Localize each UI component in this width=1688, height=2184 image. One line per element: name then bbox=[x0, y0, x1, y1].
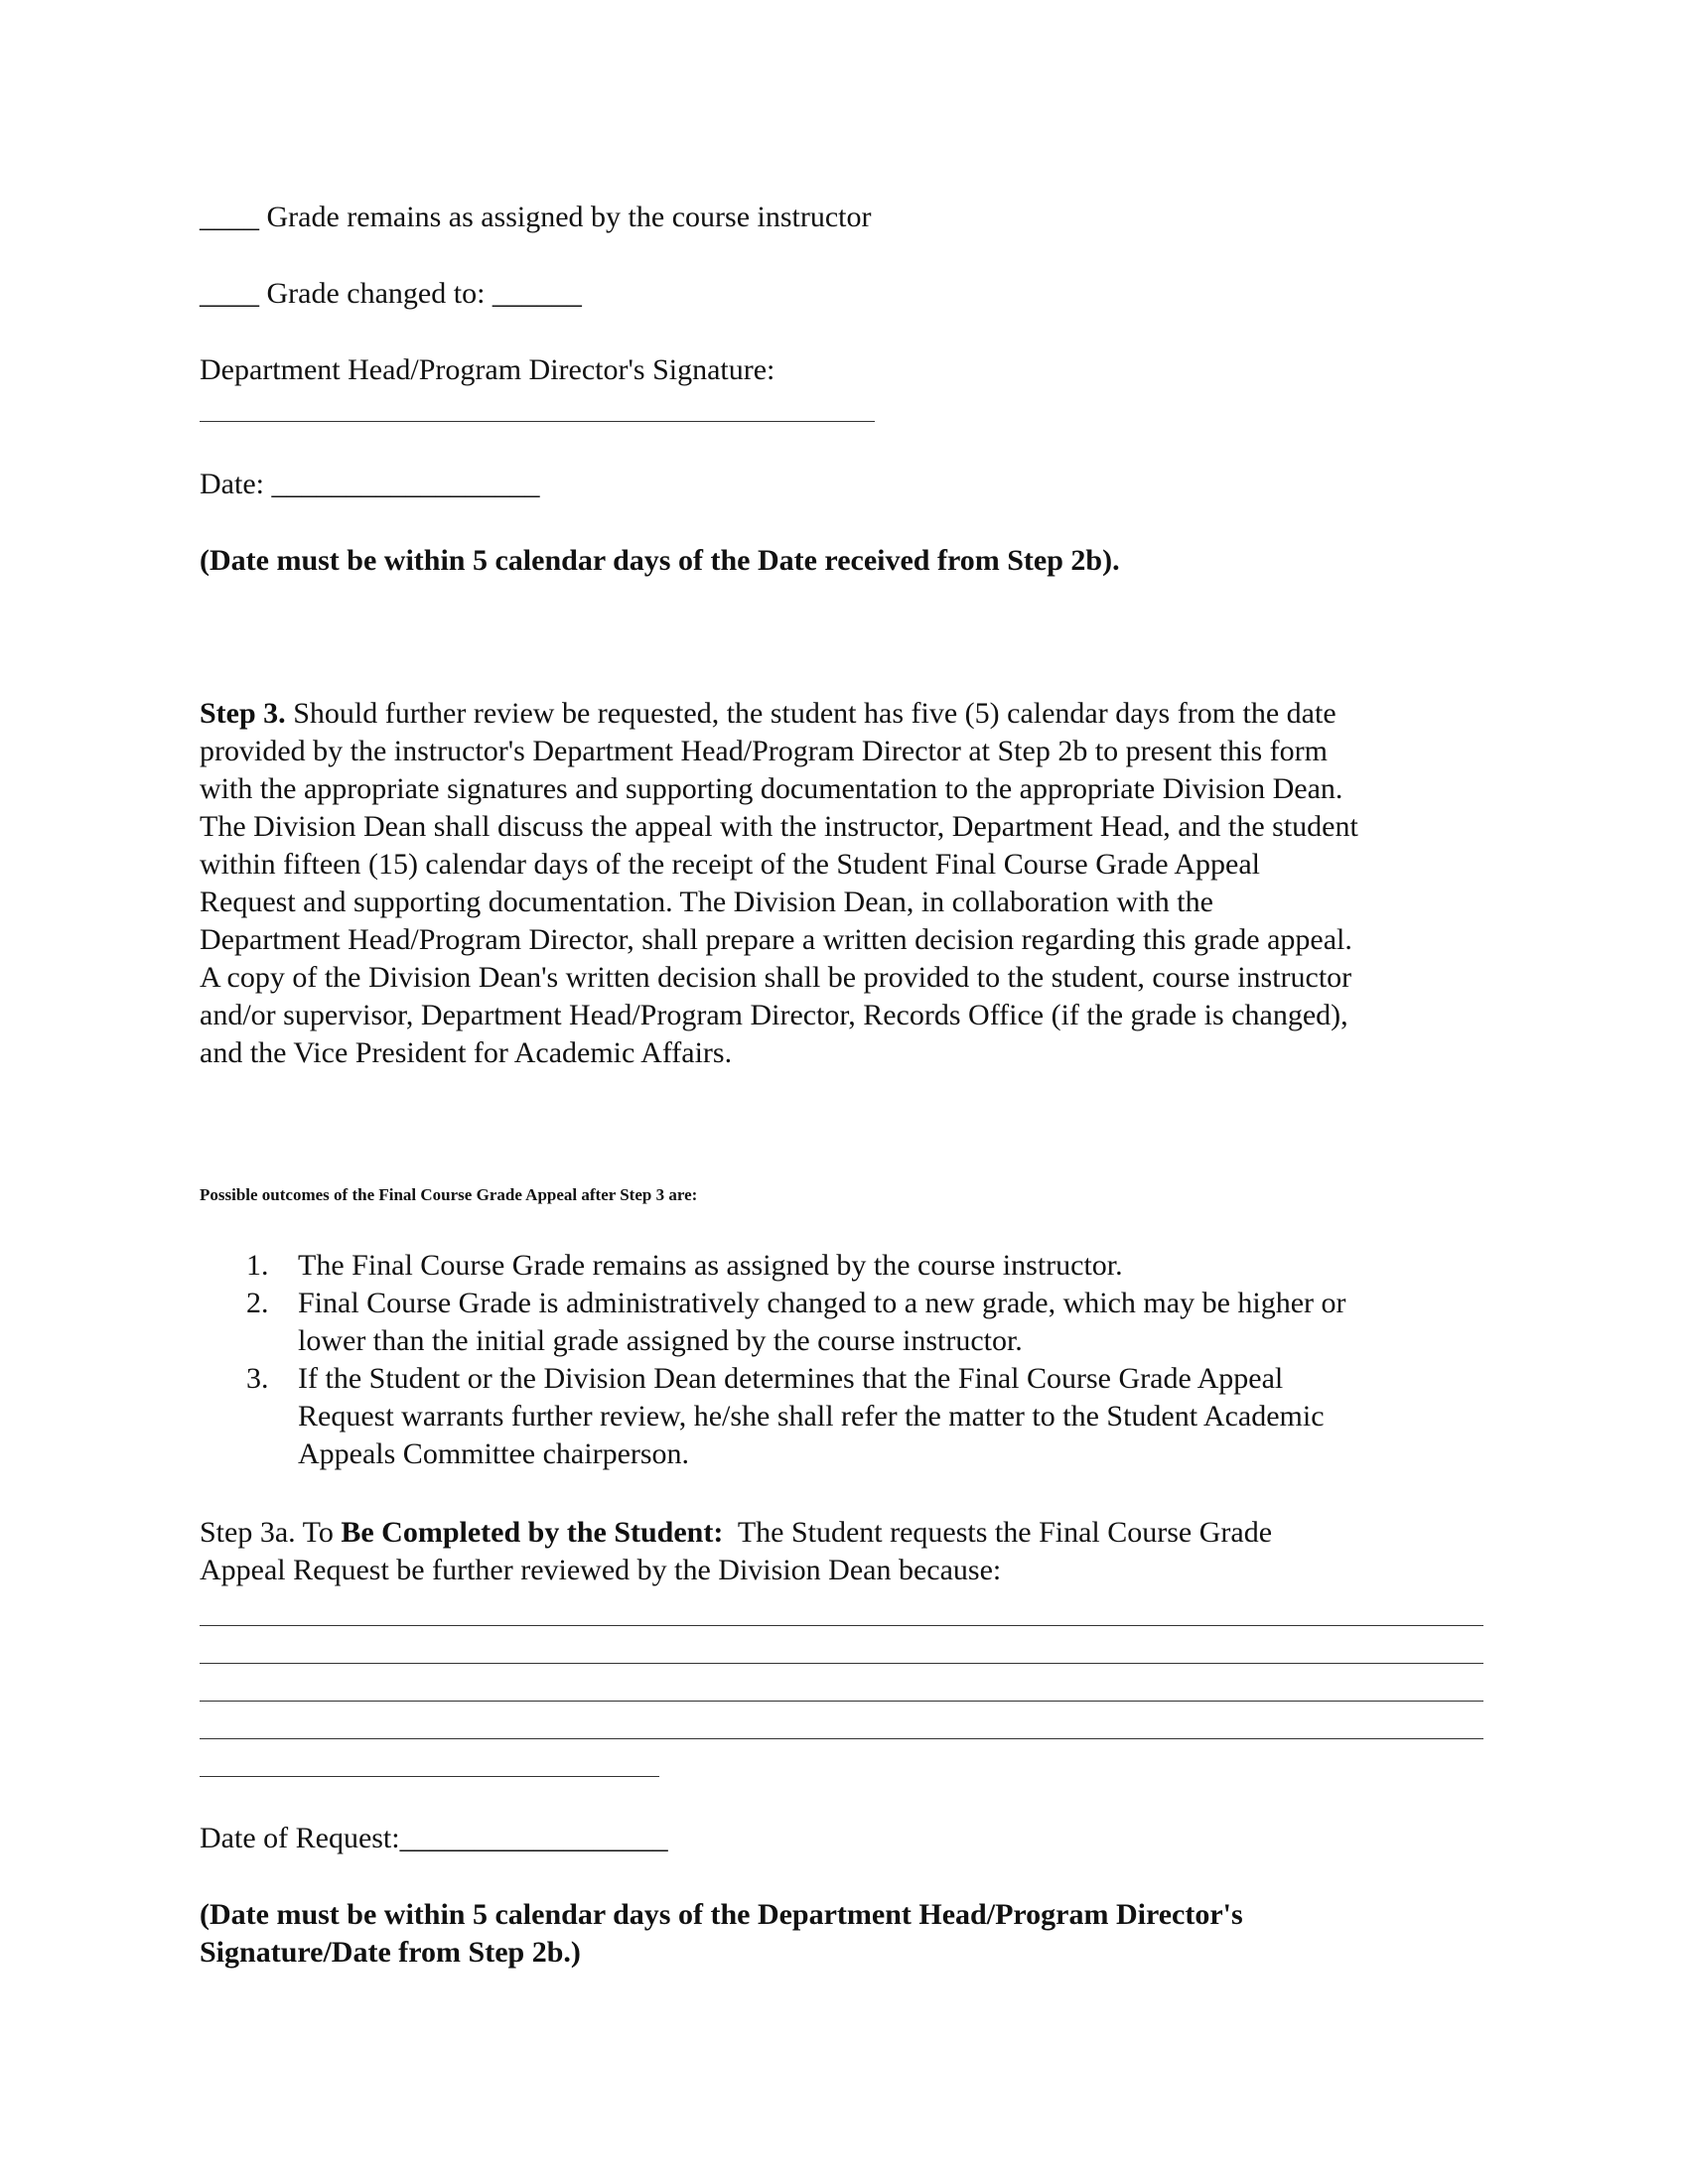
list-item bbox=[246, 1285, 1497, 1360]
reason-line-1 bbox=[200, 1625, 1483, 1626]
step3-line-7: Department Head/Program Director, shall prepare a written decision regarding this grade appeal. bbox=[200, 923, 1352, 956]
date-note: (Date must be within 5 calendar days of the Date received from Step 2b). bbox=[200, 544, 1120, 577]
reason-line-3 bbox=[200, 1701, 1483, 1702]
list-item-number: 3. bbox=[246, 1362, 269, 1395]
step3a-prefix: Step 3a. To bbox=[200, 1516, 342, 1549]
dept-signature-line bbox=[200, 421, 875, 422]
step3-lead: Step 3. bbox=[200, 697, 286, 730]
list-item-text: Request warrants further review, he/she shall refer the matter to the Student Academic bbox=[298, 1400, 1325, 1433]
request-date-note-line-1: (Date must be within 5 calendar days of the Department Head/Program Director's bbox=[200, 1898, 1243, 1931]
outcomes-list bbox=[246, 1247, 1497, 1473]
step3-line-1: Should further review be requested, the student has five (5) calendar days from the date bbox=[285, 697, 1336, 730]
grade-changed-option: ____ Grade changed to: ______ bbox=[200, 277, 582, 310]
list-item-text: Final Course Grade is administratively changed to a new grade, which may be higher or bbox=[298, 1287, 1346, 1319]
step3-line-3: with the appropriate signatures and supporting documentation to the appropriate Division Dean. bbox=[200, 772, 1343, 805]
step3-line-6: Request and supporting documentation. The Division Dean, in collaboration with the bbox=[200, 886, 1213, 918]
reason-line-4 bbox=[200, 1738, 1483, 1739]
step3-line-4: The Division Dean shall discuss the appeal with the instructor, Department Head, and the student bbox=[200, 810, 1358, 843]
reason-line-2 bbox=[200, 1663, 1483, 1664]
step3a-bold: Be Completed by the Student: bbox=[341, 1516, 724, 1549]
list-item bbox=[246, 1360, 1497, 1473]
step3a-line-1 bbox=[200, 1514, 1272, 1552]
step3-paragraph bbox=[200, 695, 1490, 1072]
grade-remains-option: ____ Grade remains as assigned by the course instructor bbox=[200, 201, 872, 233]
dept-signature-label: Department Head/Program Director's Signature: bbox=[200, 353, 775, 386]
date-field-label: Date: __________________ bbox=[200, 468, 540, 500]
step3-line-10: and the Vice President for Academic Affairs. bbox=[200, 1036, 733, 1069]
outcomes-heading: Possible outcomes of the Final Course Grade Appeal after Step 3 are: bbox=[200, 1185, 698, 1204]
step3-line-5: within fifteen (15) calendar days of the receipt of the Student Final Course Grade Appeal bbox=[200, 848, 1260, 881]
request-date-note-line-2: Signature/Date from Step 2b.) bbox=[200, 1936, 581, 1969]
list-item-text: lower than the initial grade assigned by the course instructor. bbox=[298, 1324, 1023, 1357]
list-item-text: If the Student or the Division Dean determines that the Final Course Grade Appeal bbox=[298, 1362, 1284, 1395]
date-of-request-label: Date of Request:__________________ bbox=[200, 1822, 668, 1854]
step3-line-9: and/or supervisor, Department Head/Program Director, Records Office (if the grade is changed), bbox=[200, 999, 1348, 1031]
list-item bbox=[246, 1247, 1497, 1285]
step3a-rest: The Student requests the Final Course Grade bbox=[723, 1516, 1273, 1549]
list-item-text: Appeals Committee chairperson. bbox=[298, 1437, 690, 1470]
list-item-text: The Final Course Grade remains as assigned by the course instructor. bbox=[298, 1249, 1123, 1282]
list-item-number: 2. bbox=[246, 1287, 269, 1319]
reason-line-5 bbox=[200, 1776, 659, 1777]
step3-line-2: provided by the instructor's Department Head/Program Director at Step 2b to present this form bbox=[200, 735, 1328, 767]
list-item-number: 1. bbox=[246, 1249, 269, 1282]
step3-line-8: A copy of the Division Dean's written decision shall be provided to the student, course instructor bbox=[200, 961, 1352, 994]
step3a-line-2: Appeal Request be further reviewed by the Division Dean because: bbox=[200, 1554, 1002, 1586]
